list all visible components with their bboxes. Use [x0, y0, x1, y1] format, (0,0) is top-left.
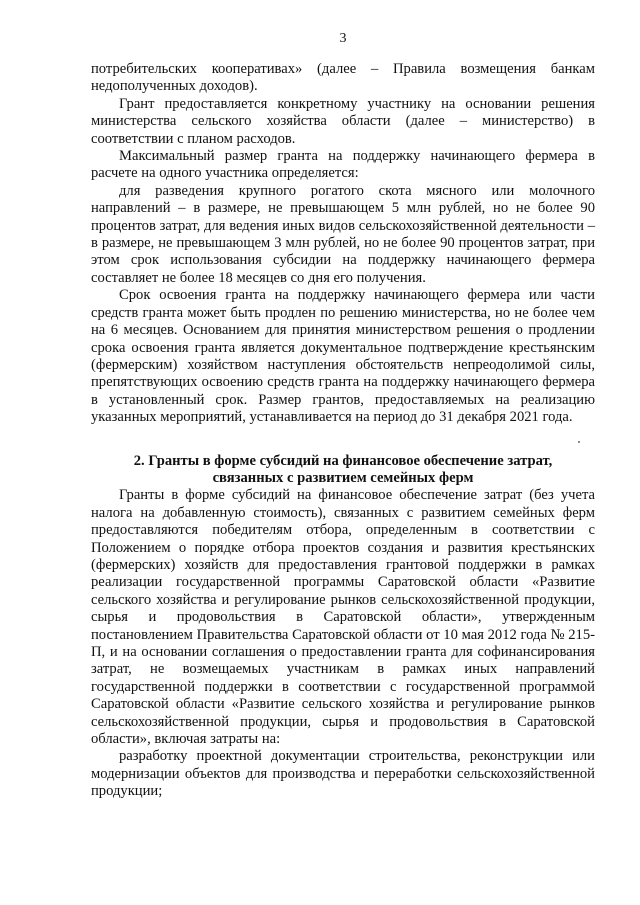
paragraph-grant-basis: Грант предоставляется конкретному участнику на основании решения министерства сельского хозяйства области (далее – министерство) в соответствии с планом расходов.: [91, 95, 595, 147]
section-heading-line-2: связанных с развитием семейных ферм: [212, 469, 474, 486]
section-heading-line-1: 2. Гранты в форме субсидий на финансовое обеспечение затрат,: [133, 452, 553, 469]
paragraph-grant-amounts: для разведения крупного рогатого скота мясного или молочного направлений – в размере, не превышающем 5 млн рублей, но не более 90 процентов затрат, для ведения иных видов сельскохозяйственной деятельности – в размере, не превышающем 3 млн рублей, но не более 90 процентов затрат, при этом срок использования субсидии на поддержку начинающего фермера составляет не более 18 месяцев со дня его получения.: [91, 182, 595, 286]
paragraph-grant-extension: Срок освоения гранта на поддержку начинающего фермера или части средств гранта может быть продлен по решению министерства, но не более чем на 6 месяцев. Основанием для принятия министерством решения о продлении срока освоения гранта является документальное подтверждение крестьянским (фермерским) хозяйством наступления обстоятельств непреодолимой силы, препятствующих освоению средств гранта на поддержку начинающего фермера в установленный срок. Размер грантов, предоставляемых на реализацию указанных мероприятий, устанавливается на период до 31 декабря 2021 года.: [91, 287, 595, 426]
document-page: [91, 30, 595, 801]
scan-speck: [578, 441, 580, 443]
section-heading: [91, 453, 595, 488]
page-number: 3: [339, 31, 347, 46]
paragraph-continuation: потребительских кооперативах» (далее – Правила возмещения банкам недополученных доходов).: [91, 61, 595, 95]
paragraph-family-farms: Гранты в форме субсидий на финансовое обеспечение затрат (без учета налога на добавленную стоимость), связанных с развитием семейных ферм предоставляются победителям отбора, определенным в соответствии с Положением о порядке отбора проектов создания и развития крестьянских (фермерских) хозяйств для предоставления грантовой поддержки в рамках реализации государственной программы Саратовской области «Развитие сельского хозяйства и регулирование рынков сельскохозяйственной продукции, сырья и продовольствия в Саратовской области», утвержденным постановлением Правительства Саратовской области от 10 мая 2012 года № 215-П, и на основании соглашения о предоставлении гранта для софинансирования затрат, не возмещаемых участникам в рамках иных направлений государственной поддержки в соответствии с государственной программой Саратовской области «Развитие сельского хозяйства и регулирование рынков сельскохозяйственной продукции, сырья и продовольствия в Саратовской области», включая затраты на:: [91, 487, 595, 748]
paragraph-max-grant: Максимальный размер гранта на поддержку начинающего фермера в расчете на одного участника определяется:: [91, 148, 595, 182]
paragraph-cost-item: разработку проектной документации строительства, реконструкции или модернизации объектов для производства и переработки сельскохозяйственной продукции;: [91, 748, 595, 800]
